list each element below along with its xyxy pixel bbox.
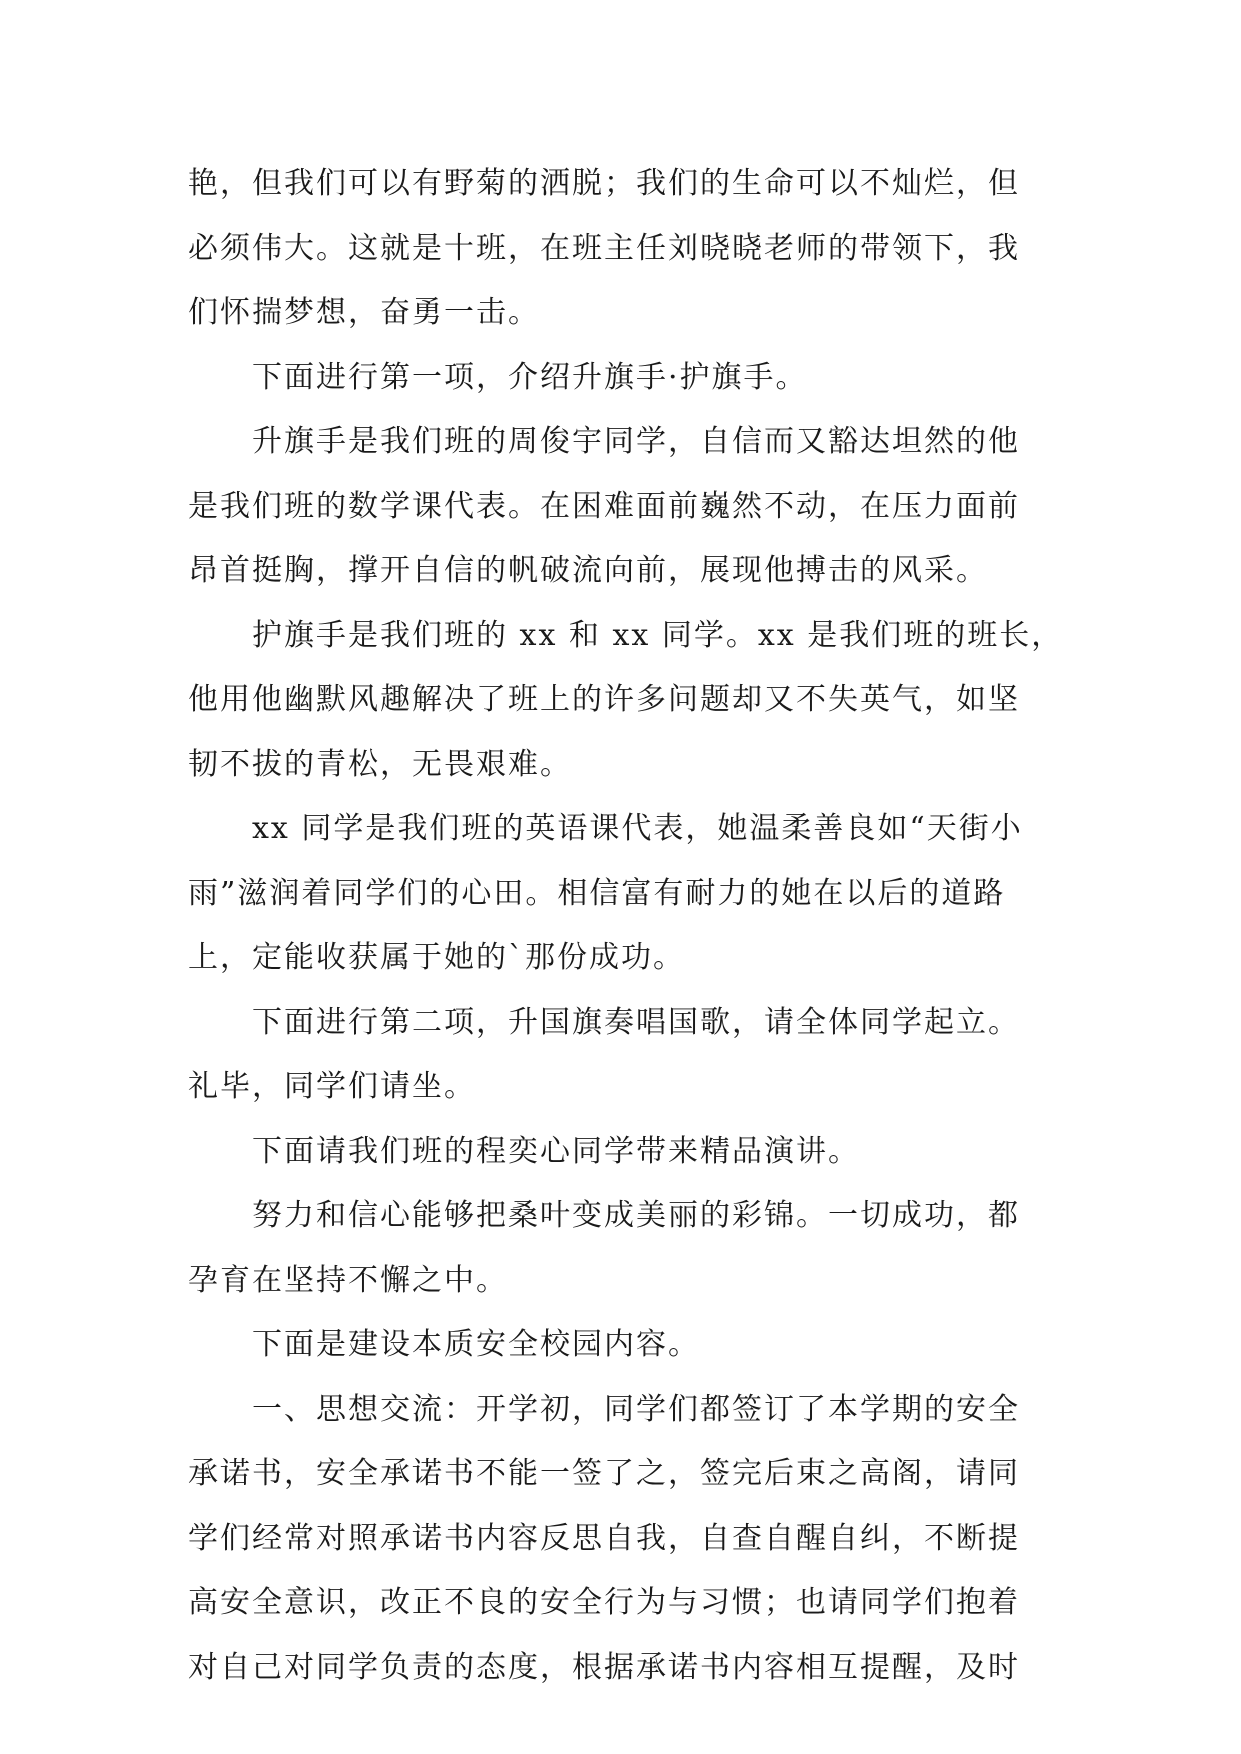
text-line: 艳，但我们可以有野菊的洒脱；我们的生命可以不灿烂，但 — [188, 166, 1020, 201]
text-line: 雨”滋润着同学们的心田。相信富有耐力的她在以后的道路 — [188, 875, 1006, 911]
text-line: 升旗手是我们班的周俊宇同学，自信而又豁达坦然的他 — [252, 424, 1020, 459]
text-line: 对自己对同学负责的态度，根据承诺书内容相互提醒，及时 — [188, 1649, 1020, 1685]
text-line: 是我们班的数学课代表。在困难面前巍然不动，在压力面前 — [188, 488, 1020, 524]
text-line: 承诺书，安全承诺书不能一签了之，签完后束之高阁，请同 — [188, 1456, 1020, 1491]
text-line: 一、思想交流：开学初，同学们都签订了本学期的安全 — [252, 1391, 1020, 1427]
text-line: 昂首挺胸，撑开自信的帆破流向前，展现他搏击的风采。 — [188, 553, 988, 588]
text-line: xx 同学是我们班的英语课代表，她温柔善良如“天街小 — [252, 811, 1023, 846]
text-line: 高安全意识，改正不良的安全行为与习惯；也请同学们抱着 — [188, 1585, 1020, 1620]
body-text — [188, 152, 1064, 1700]
text-line: 韧不拔的青松，无畏艰难。 — [188, 746, 572, 782]
text-line: 孕育在坚持不懈之中。 — [188, 1262, 508, 1298]
text-line: 下面进行第一项，介绍升旗手·护旗手。 — [252, 359, 808, 395]
text-line: 礼毕，同学们请坐。 — [188, 1069, 476, 1104]
text-line: 护旗手是我们班的 xx 和 xx 同学。xx 是我们班的班长， — [252, 617, 1064, 653]
text-line: 下面请我们班的程奕心同学带来精品演讲。 — [252, 1133, 860, 1169]
text-line: 们怀揣梦想，奋勇一击。 — [188, 295, 540, 330]
text-line: 下面是建设本质安全校园内容。 — [252, 1327, 700, 1362]
text-line: 努力和信心能够把桑叶变成美丽的彩锦。一切成功，都 — [252, 1198, 1020, 1233]
text-line: 上，定能收获属于她的`那份成功。 — [188, 940, 685, 975]
text-line: 他用他幽默风趣解决了班上的许多问题却又不失英气，如坚 — [188, 682, 1020, 717]
text-line: 下面进行第二项，升国旗奏唱国歌，请全体同学起立。 — [252, 1004, 1020, 1040]
text-line: 必须伟大。这就是十班，在班主任刘晓晓老师的带领下，我 — [188, 230, 1020, 266]
text-line: 学们经常对照承诺书内容反思自我，自查自醒自纠，不断提 — [188, 1520, 1020, 1556]
